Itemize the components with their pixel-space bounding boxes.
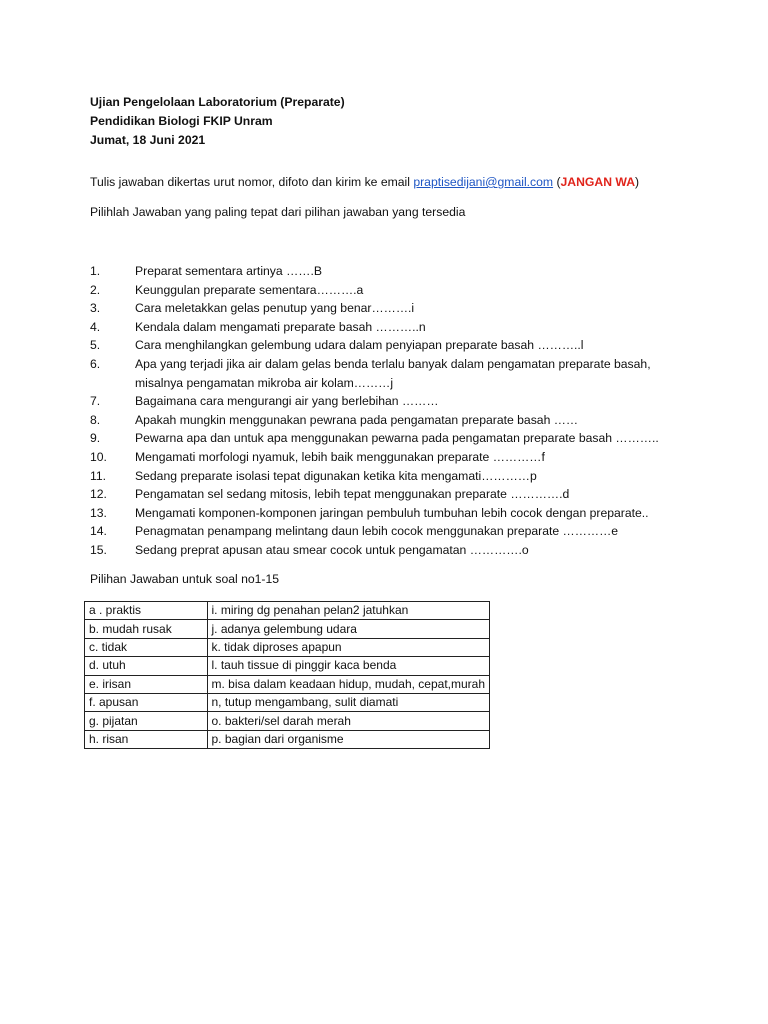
question-text: Pengamatan sel sedang mitosis, lebih tepat menggunakan preparate ………….d bbox=[135, 487, 570, 502]
exam-date: Jumat, 18 Juni 2021 bbox=[90, 133, 206, 147]
option-label: d. utuh bbox=[85, 657, 208, 675]
question-number: 15. bbox=[90, 542, 107, 557]
table-row bbox=[85, 602, 490, 620]
question-number: 1. bbox=[90, 264, 101, 278]
question-number: 9. bbox=[90, 431, 101, 446]
question-item bbox=[90, 448, 690, 467]
question-number: 8. bbox=[90, 412, 101, 427]
warning-text: JANGAN WA bbox=[560, 175, 636, 189]
question-number: 3. bbox=[90, 301, 101, 316]
options-title: Pilihan Jawaban untuk soal no1-15 bbox=[90, 572, 280, 586]
question-item bbox=[90, 299, 690, 318]
question-item bbox=[90, 392, 690, 411]
question-item bbox=[90, 281, 690, 300]
option-description: l. tauh tissue di pinggir kaca benda bbox=[207, 657, 490, 675]
question-text: Mengamati morfologi nyamuk, lebih baik menggunakan preparate …………f bbox=[135, 449, 545, 464]
exam-title: Ujian Pengelolaan Laboratorium (Preparate) bbox=[90, 95, 345, 109]
question-number: 2. bbox=[90, 282, 101, 297]
question-text: Cara meletakkan gelas penutup yang benar……….i bbox=[135, 301, 415, 316]
table-row bbox=[85, 638, 490, 656]
question-number: 11. bbox=[90, 468, 107, 483]
question-number: 4. bbox=[90, 319, 101, 334]
question-text: Pewarna apa dan untuk apa menggunakan pewarna pada pengamatan preparate basah ……….. bbox=[135, 431, 659, 446]
question-number: 7. bbox=[90, 394, 101, 409]
question-item bbox=[90, 355, 690, 392]
table-row bbox=[85, 712, 490, 730]
table-row bbox=[85, 657, 490, 675]
question-text: Sedang preprat apusan atau smear cocok untuk pengamatan ………….o bbox=[135, 542, 529, 557]
open-paren: ( bbox=[553, 175, 561, 189]
option-label: g. pijatan bbox=[85, 712, 208, 730]
question-number: 10. bbox=[90, 449, 107, 464]
email-link[interactable]: praptisedijani@gmail.com bbox=[413, 175, 554, 189]
question-number: 12. bbox=[90, 487, 107, 502]
answer-options-table bbox=[84, 601, 490, 749]
question-number: 5. bbox=[90, 338, 101, 353]
question-text: Bagaimana cara mengurangi air yang berlebihan ……… bbox=[135, 394, 439, 409]
table-row bbox=[85, 675, 490, 693]
question-item bbox=[90, 485, 690, 504]
question-text: Sedang preparate isolasi tepat digunakan ketika kita mengamati…………p bbox=[135, 468, 537, 483]
question-item bbox=[90, 504, 690, 523]
option-label: h. risan bbox=[85, 730, 208, 748]
instruction-text: Tulis jawaban dikertas urut nomor, difoto dan kirim ke email bbox=[90, 175, 414, 189]
option-description: m. bisa dalam keadaan hidup, mudah, cepat,murah bbox=[207, 675, 490, 693]
question-item bbox=[90, 541, 690, 560]
table-row bbox=[85, 730, 490, 748]
option-label: f. apusan bbox=[85, 693, 208, 711]
question-text: Preparat sementara artinya …….B bbox=[135, 264, 322, 278]
question-text: Mengamati komponen-komponen jaringan pembuluh tumbuhan lebih cocok dengan preparate.. bbox=[135, 505, 649, 520]
question-list bbox=[90, 262, 690, 560]
question-number: 14. bbox=[90, 524, 107, 539]
option-description: o. bakteri/sel darah merah bbox=[207, 712, 490, 730]
question-text: Kendala dalam mengamati preparate basah ………..n bbox=[135, 319, 426, 334]
close-paren: ) bbox=[635, 175, 640, 189]
option-description: i. miring dg penahan pelan2 jatuhkan bbox=[207, 602, 490, 620]
question-item bbox=[90, 429, 690, 448]
option-label: a . praktis bbox=[85, 602, 208, 620]
question-item bbox=[90, 318, 690, 337]
option-label: b. mudah rusak bbox=[85, 620, 208, 638]
question-text: Apakah mungkin menggunakan pewrana pada pengamatan preparate basah …… bbox=[135, 412, 579, 427]
answer-instruction: Pilihlah Jawaban yang paling tepat dari pilihan jawaban yang tersedia bbox=[90, 205, 466, 219]
question-text: Keunggulan preparate sementara……….a bbox=[135, 282, 364, 297]
question-number: 13. bbox=[90, 505, 107, 520]
question-text: Penagmatan penampang melintang daun lebih cocok menggunakan preparate …………e bbox=[135, 524, 619, 539]
document-header bbox=[90, 93, 345, 150]
question-text: Cara menghilangkan gelembung udara dalam penyiapan preparate basah ………..l bbox=[135, 338, 584, 353]
option-description: n, tutup mengambang, sulit diamati bbox=[207, 693, 490, 711]
option-label: e. irisan bbox=[85, 675, 208, 693]
option-description: p. bagian dari organisme bbox=[207, 730, 490, 748]
question-item bbox=[90, 411, 690, 430]
submission-instruction bbox=[90, 175, 639, 189]
table-row bbox=[85, 693, 490, 711]
question-item bbox=[90, 522, 690, 541]
question-item bbox=[90, 262, 690, 281]
option-description: j. adanya gelembung udara bbox=[207, 620, 490, 638]
question-number: 6. bbox=[90, 356, 101, 371]
question-text: Apa yang terjadi jika air dalam gelas benda terlalu banyak dalam pengamatan preparate basah, misalnya pengamatan mikroba air kolam………j bbox=[135, 356, 651, 390]
table-row bbox=[85, 620, 490, 638]
program-name: Pendidikan Biologi FKIP Unram bbox=[90, 114, 273, 128]
option-label: c. tidak bbox=[85, 638, 208, 656]
option-description: k. tidak diproses apapun bbox=[207, 638, 490, 656]
question-item bbox=[90, 336, 690, 355]
question-item bbox=[90, 467, 690, 486]
